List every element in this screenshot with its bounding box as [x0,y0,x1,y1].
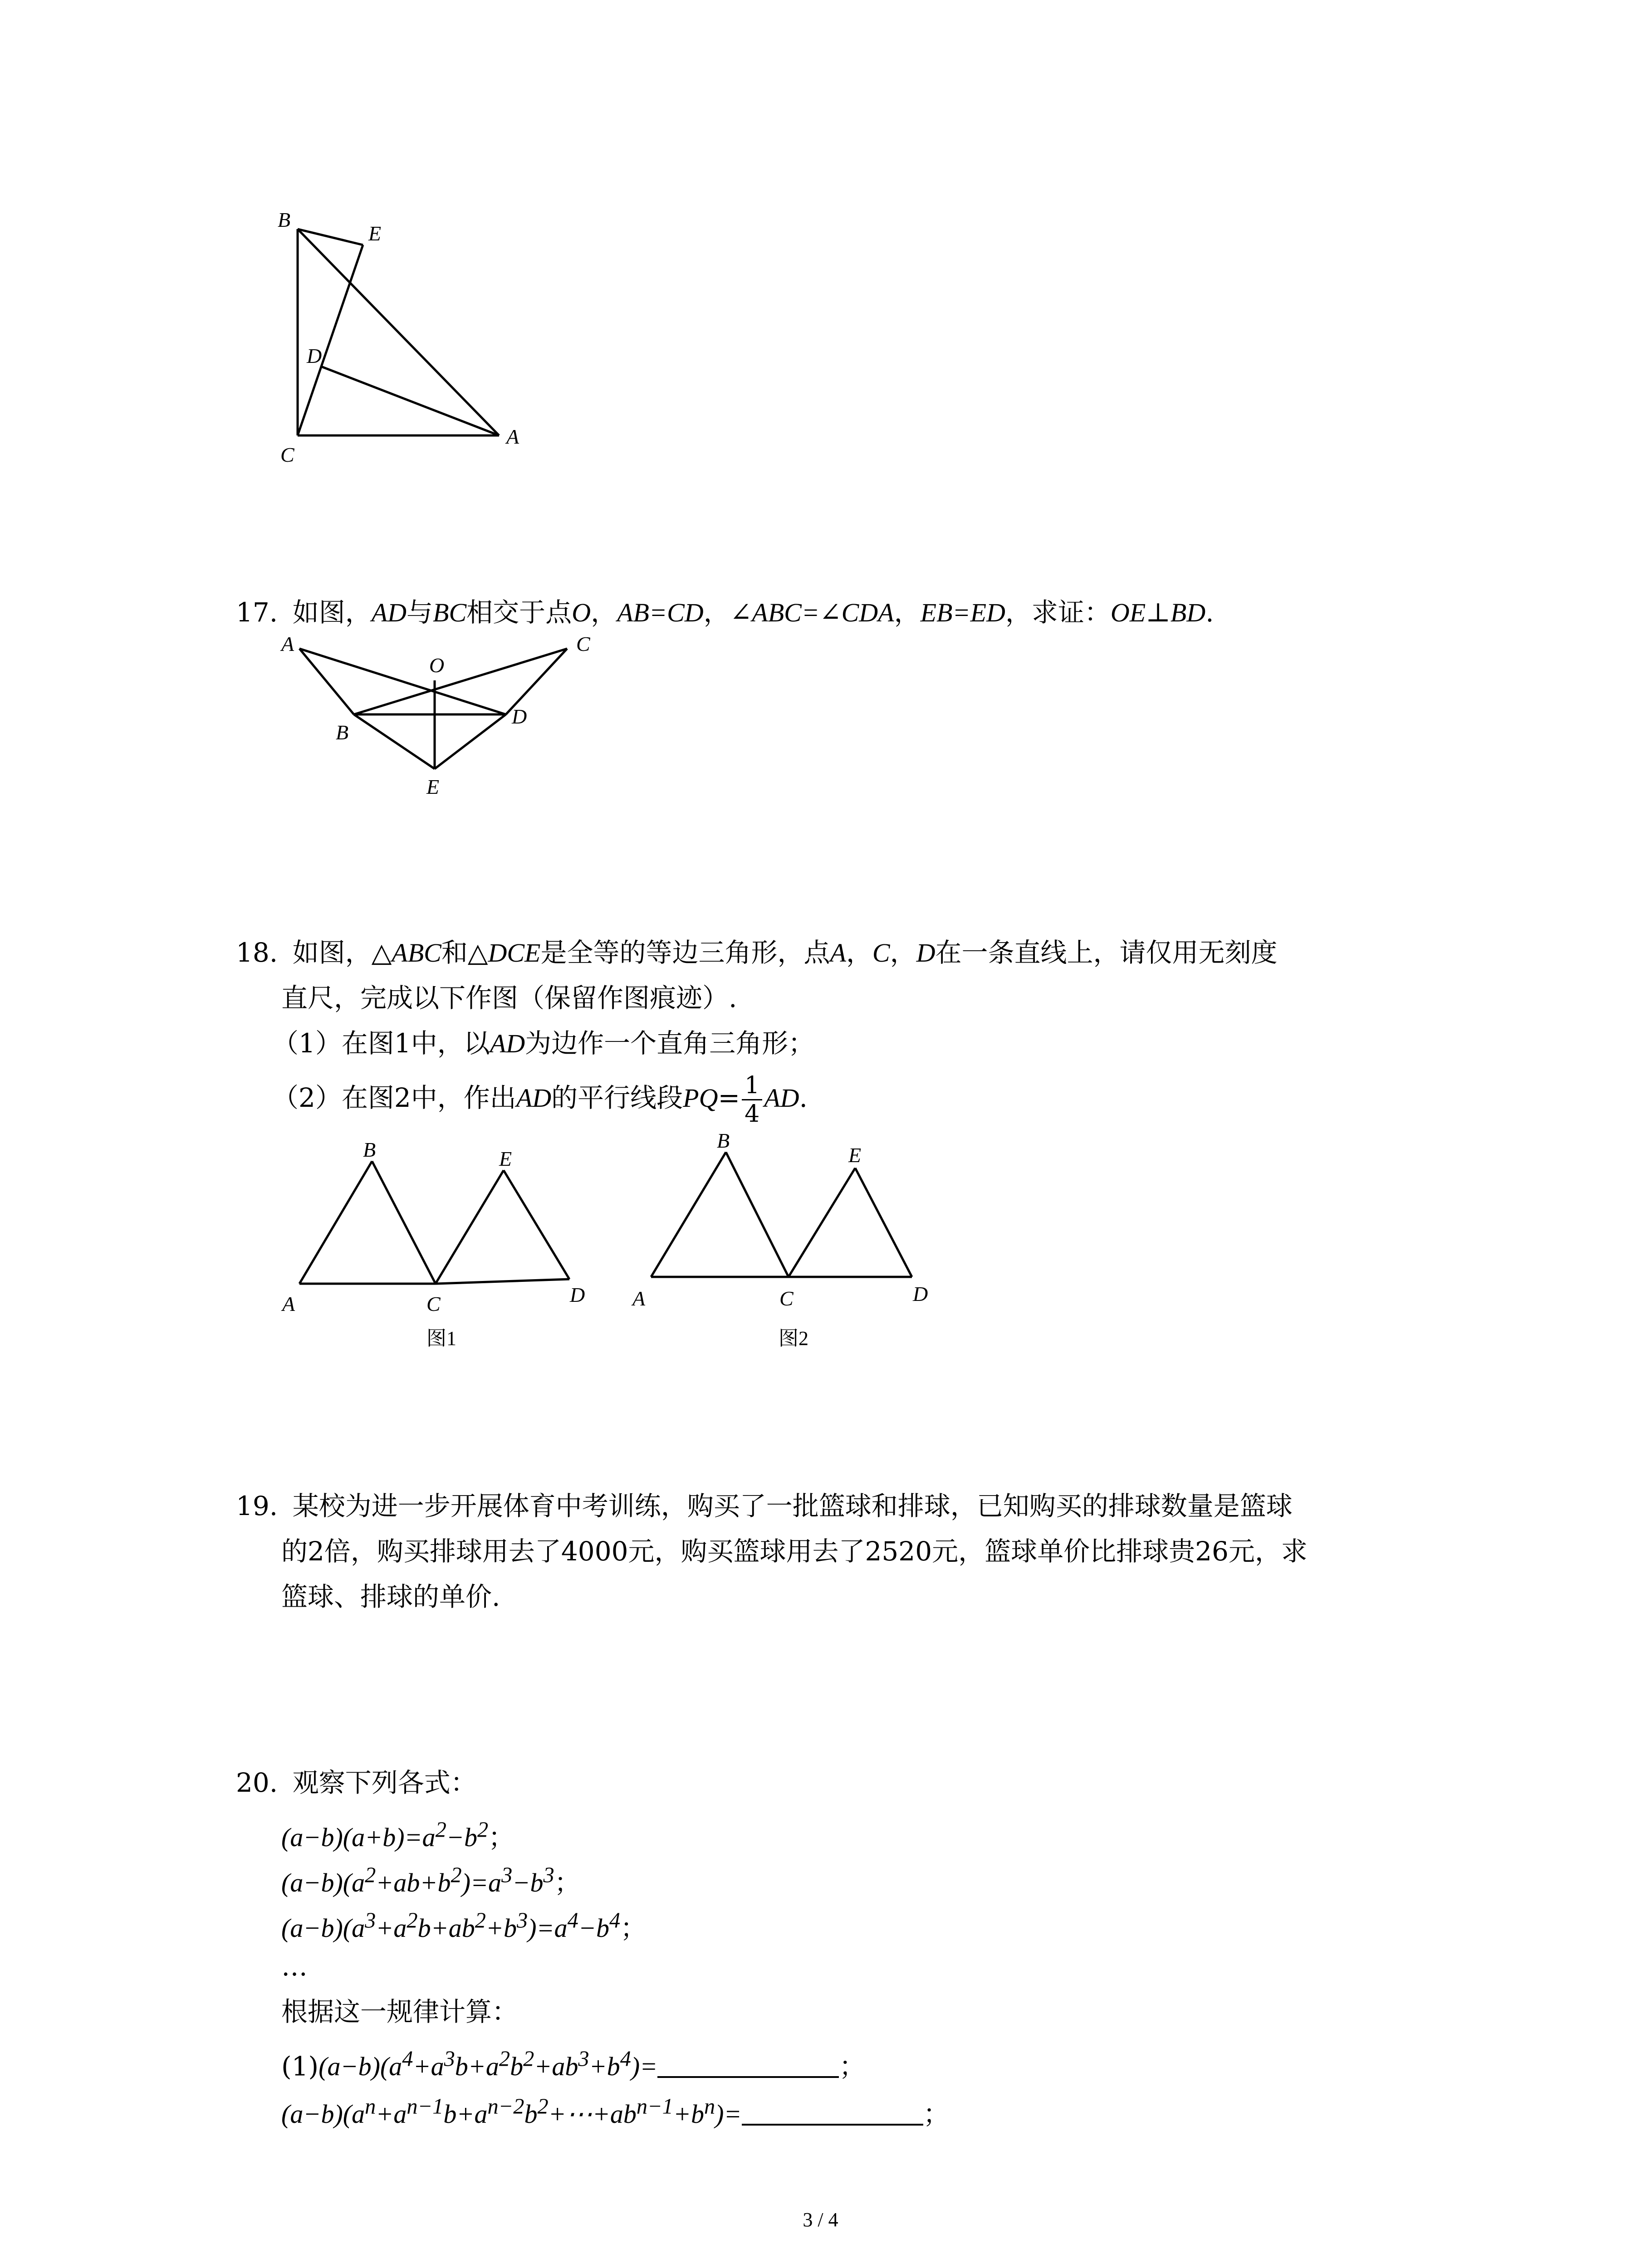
label-e: E [368,222,382,245]
question-number: 17. [236,597,278,628]
question-20-part-1: $(1)(a-b)(a^4+a^3b+a^2b^2+ab^3+b^4)=$ ； [281,2047,866,2082]
label-b: B [717,1134,730,1152]
question-19-line-3: 篮球、排球的单价. [281,1581,500,1612]
label-c: C [779,1287,794,1310]
label-e: E [499,1147,512,1170]
page-number: 3 / 4 [803,2209,838,2231]
question-18-part-1: （1）在图1中，以AD为边作一个直角三角形； [272,1028,815,1059]
question-number: 18. [236,937,278,968]
question-20: 20. 观察下列各式： [236,1767,477,1798]
answer-blank-1[interactable] [657,2052,839,2078]
label-c: C [280,443,294,466]
figure-16 [254,200,544,481]
question-18: 18. 如图，△ABC和△DCE是全等的等边三角形，点A，C，D在一条直线上，请仅用无刻度 [236,937,1278,968]
figure-17 [263,631,608,807]
question-19-line-2: 的2倍，购买排球用去了4000元，购买篮球用去了2520元，篮球单价比排球贵26元，求 [281,1536,1308,1567]
label-a: A [632,1287,646,1310]
figure-18-2 [622,1134,957,1356]
ellipsis: … [281,1951,308,1982]
label-b: B [363,1143,376,1161]
label-d: D [570,1283,585,1306]
rule-line: 根据这一规律计算： [281,1996,519,2027]
question-18-line-2: 直尺，完成以下作图（保留作图痕迹）. [281,982,737,1013]
formula-3: $(a-b)(a^3+a^2b+ab^2+b^3)=a^4-b^4$； [281,1909,647,1944]
label-e: E [426,775,440,798]
figure-caption: 图2 [779,1327,808,1349]
label-e: E [848,1144,862,1167]
question-18-part-2: （2）在图2中，作出AD的平行线段PQ= $\frac{1}{4}$ AD. [272,1072,808,1128]
question-number: 20. [236,1767,278,1798]
label-b: B [336,721,349,744]
label-o: O [429,654,445,677]
formula-2: $(a-b)(a^2+ab+b^2)=a^3-b^3$； [281,1863,581,1898]
figure-18-1 [272,1143,608,1356]
question-19: 19. 某校为进一步开展体育中考训练，购买了一批篮球和排球，已知购买的排球数量是篮球 [236,1491,1293,1521]
label-d: D [307,344,322,367]
label-d: D [512,705,527,728]
figure-caption: 图1 [426,1327,456,1349]
label-a: A [282,1292,295,1315]
label-a: A [506,425,519,448]
label-b: B [278,208,291,231]
formula-1: $(a-b)(a+b)=a^2-b^2$； [281,1818,515,1853]
label-d: D [913,1282,928,1305]
label-c: C [426,1292,441,1315]
fraction-one-quarter: $\frac{1}{4}$ [742,1072,762,1128]
label-c: C [576,632,590,655]
question-17: 17. 如图，AD与BC相交于点O，AB=CD，∠ABC=∠CDA，EB=ED，求证：OE⊥BD. [236,597,1214,628]
question-20-part-2: $(a-b)(a^n+a^{n-1}b+a^{n-2}b^2+\cdots+ab^{n-1}+b^n)=$ ； [281,2095,950,2130]
label-a: A [281,632,294,655]
question-number: 19. [236,1491,278,1521]
answer-blank-2[interactable] [742,2099,923,2126]
